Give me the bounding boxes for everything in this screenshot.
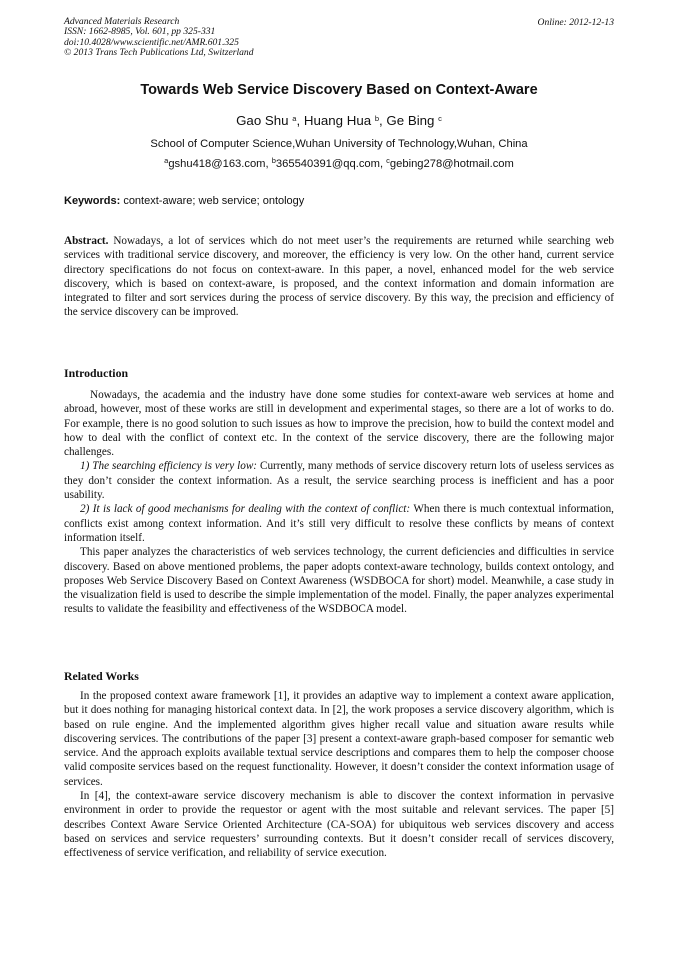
author-mark: b (374, 114, 380, 123)
paper-title: Towards Web Service Discovery Based on Context-Aware (140, 82, 538, 98)
introduction-body (64, 388, 614, 617)
email-address[interactable]: gebing278@hotmail.com (389, 158, 514, 170)
email-list: $^a$gshu418@163.com, $^b$365540391@qq.com, $^c$gebing278@hotmail.com (164, 156, 514, 170)
journal-name: Advanced Materials Research (64, 16, 180, 27)
journal-header (64, 17, 254, 59)
email-address[interactable]: gshu418@163.com (168, 158, 266, 170)
journal-issn: ISSN: 1662-8985, Vol. 601, pp 325-331 (64, 26, 216, 38)
related-works-body (64, 689, 614, 861)
journal-copyright: © 2013 Trans Tech Publications Ltd, Switzerland (64, 47, 254, 59)
author-name: Ge Bing (386, 113, 435, 128)
paragraph: This paper analyzes the characteristics of web services technology, the current deficiencies and difficulties in service discovery. Based on above mentioned problems, the paper adopts context-aware technology, builds context ontology, and proposes Web Service Discovery Based on Context Awareness (WSDBOCA for short) model. Meanwhile, a case study in the visualization field is used to describe the simple implementation of the model. Finally, the paper analyzes experimental results to validate the feasibility and effectiveness of the WSDBOCA model. (64, 546, 614, 616)
section-title-related-works: Related Works (64, 669, 139, 683)
section-title-introduction: Introduction (64, 366, 129, 380)
abstract (64, 234, 614, 320)
keywords (64, 195, 304, 207)
email-mark: c (386, 156, 390, 165)
email-mark: a (164, 156, 169, 165)
paragraph: Nowadays, the academia and the industry have done some studies for context-aware web services at home and abroad, however, most of these works are still in development and experimental stages, so there are a lot of works to do. For example, there is no good solution to such issues as how to improve the precision, how to build the context model and how to deal with the conflict of context etc. In the context of the service discovery, there are the following major challenges. (64, 389, 614, 459)
keywords-text: context-aware; web service; ontology (123, 195, 305, 207)
author-name: Huang Hua (303, 113, 372, 128)
online-date: Online: 2012-12-13 (537, 17, 614, 28)
journal-doi: doi:10.4028/www.scientific.net/AMR.601.325 (64, 36, 239, 48)
challenge-title: 1) The searching efficiency is very low: (80, 460, 258, 473)
author-mark: a (292, 114, 297, 123)
challenge-text: Currently, many methods of service discovery return lots of useless services as they don’t consider the context information. As a result, the service searching process is inefficient and has a poor usability. (64, 460, 614, 502)
paragraph (64, 502, 614, 545)
email-address[interactable]: 365540391@qq.com (275, 158, 380, 170)
affiliation: School of Computer Science,Wuhan University of Technology,Wuhan, China (150, 138, 528, 150)
author-list: Gao Shu $^a$, Huang Hua $^b$, Ge Bing $^c$ (236, 113, 442, 128)
challenge-text: When there is much contextual information, conflicts exist among context information. And it’s still very difficult to resolve these conflicts by means of context information itself. (64, 503, 614, 544)
challenge-title: 2) It is lack of good mechanisms for dealing with the context of conflict: (80, 503, 411, 516)
paragraph: In [4], the context-aware service discovery mechanism is able to discover the context information in pervasive environment in order to provide the requestor or agent with the most suitable and relevant services. The paper [5] describes Context Aware Service Oriented Architecture (CA-SOA) for ubiquitous web services discovery and access based on services and service requesters’ surrounding contexts. But it doesn’t consider recall of services discovery, effectiveness of service verification, and reliability of service execution. (64, 790, 614, 860)
abstract-label: Abstract. (64, 235, 109, 247)
paragraph (64, 459, 614, 502)
author-name: Gao Shu (236, 113, 289, 128)
keywords-label: Keywords: (64, 195, 121, 207)
abstract-text: Nowadays, a lot of services which do not meet user’s the requirements are returned while searching web services with traditional service discovery, and moreover, the efficiency is very low. On the other hand, current service directory specifications do not focus on context-aware. In this paper, a novel, enhanced model for the web service discovery, which is based on context-aware, is proposed, and the context information and domain information are integrated to filter and sort services during the process of service discovery. By this way, the precision and efficiency of the service discovery can be improved. (64, 235, 615, 319)
email-mark: b (271, 156, 276, 165)
author-mark: c (438, 114, 442, 123)
paragraph: In the proposed context aware framework [1], it provides an adaptive way to implement a context aware application, but it does nothing for managing historical context data. In [2], the work proposes a service discovery algorithm, which is based on rule engine. And the implemented algorithm gives higher recall value and situation aware results while discovering services. The contributions of the paper [3] present a context-aware graph-based composer for semantic web service. And the approach exploits available textual service descriptions and compares them to help the composer choose valid composite services based on the request functionality. However, it doesn’t consider the context information usage of services. (64, 690, 614, 788)
